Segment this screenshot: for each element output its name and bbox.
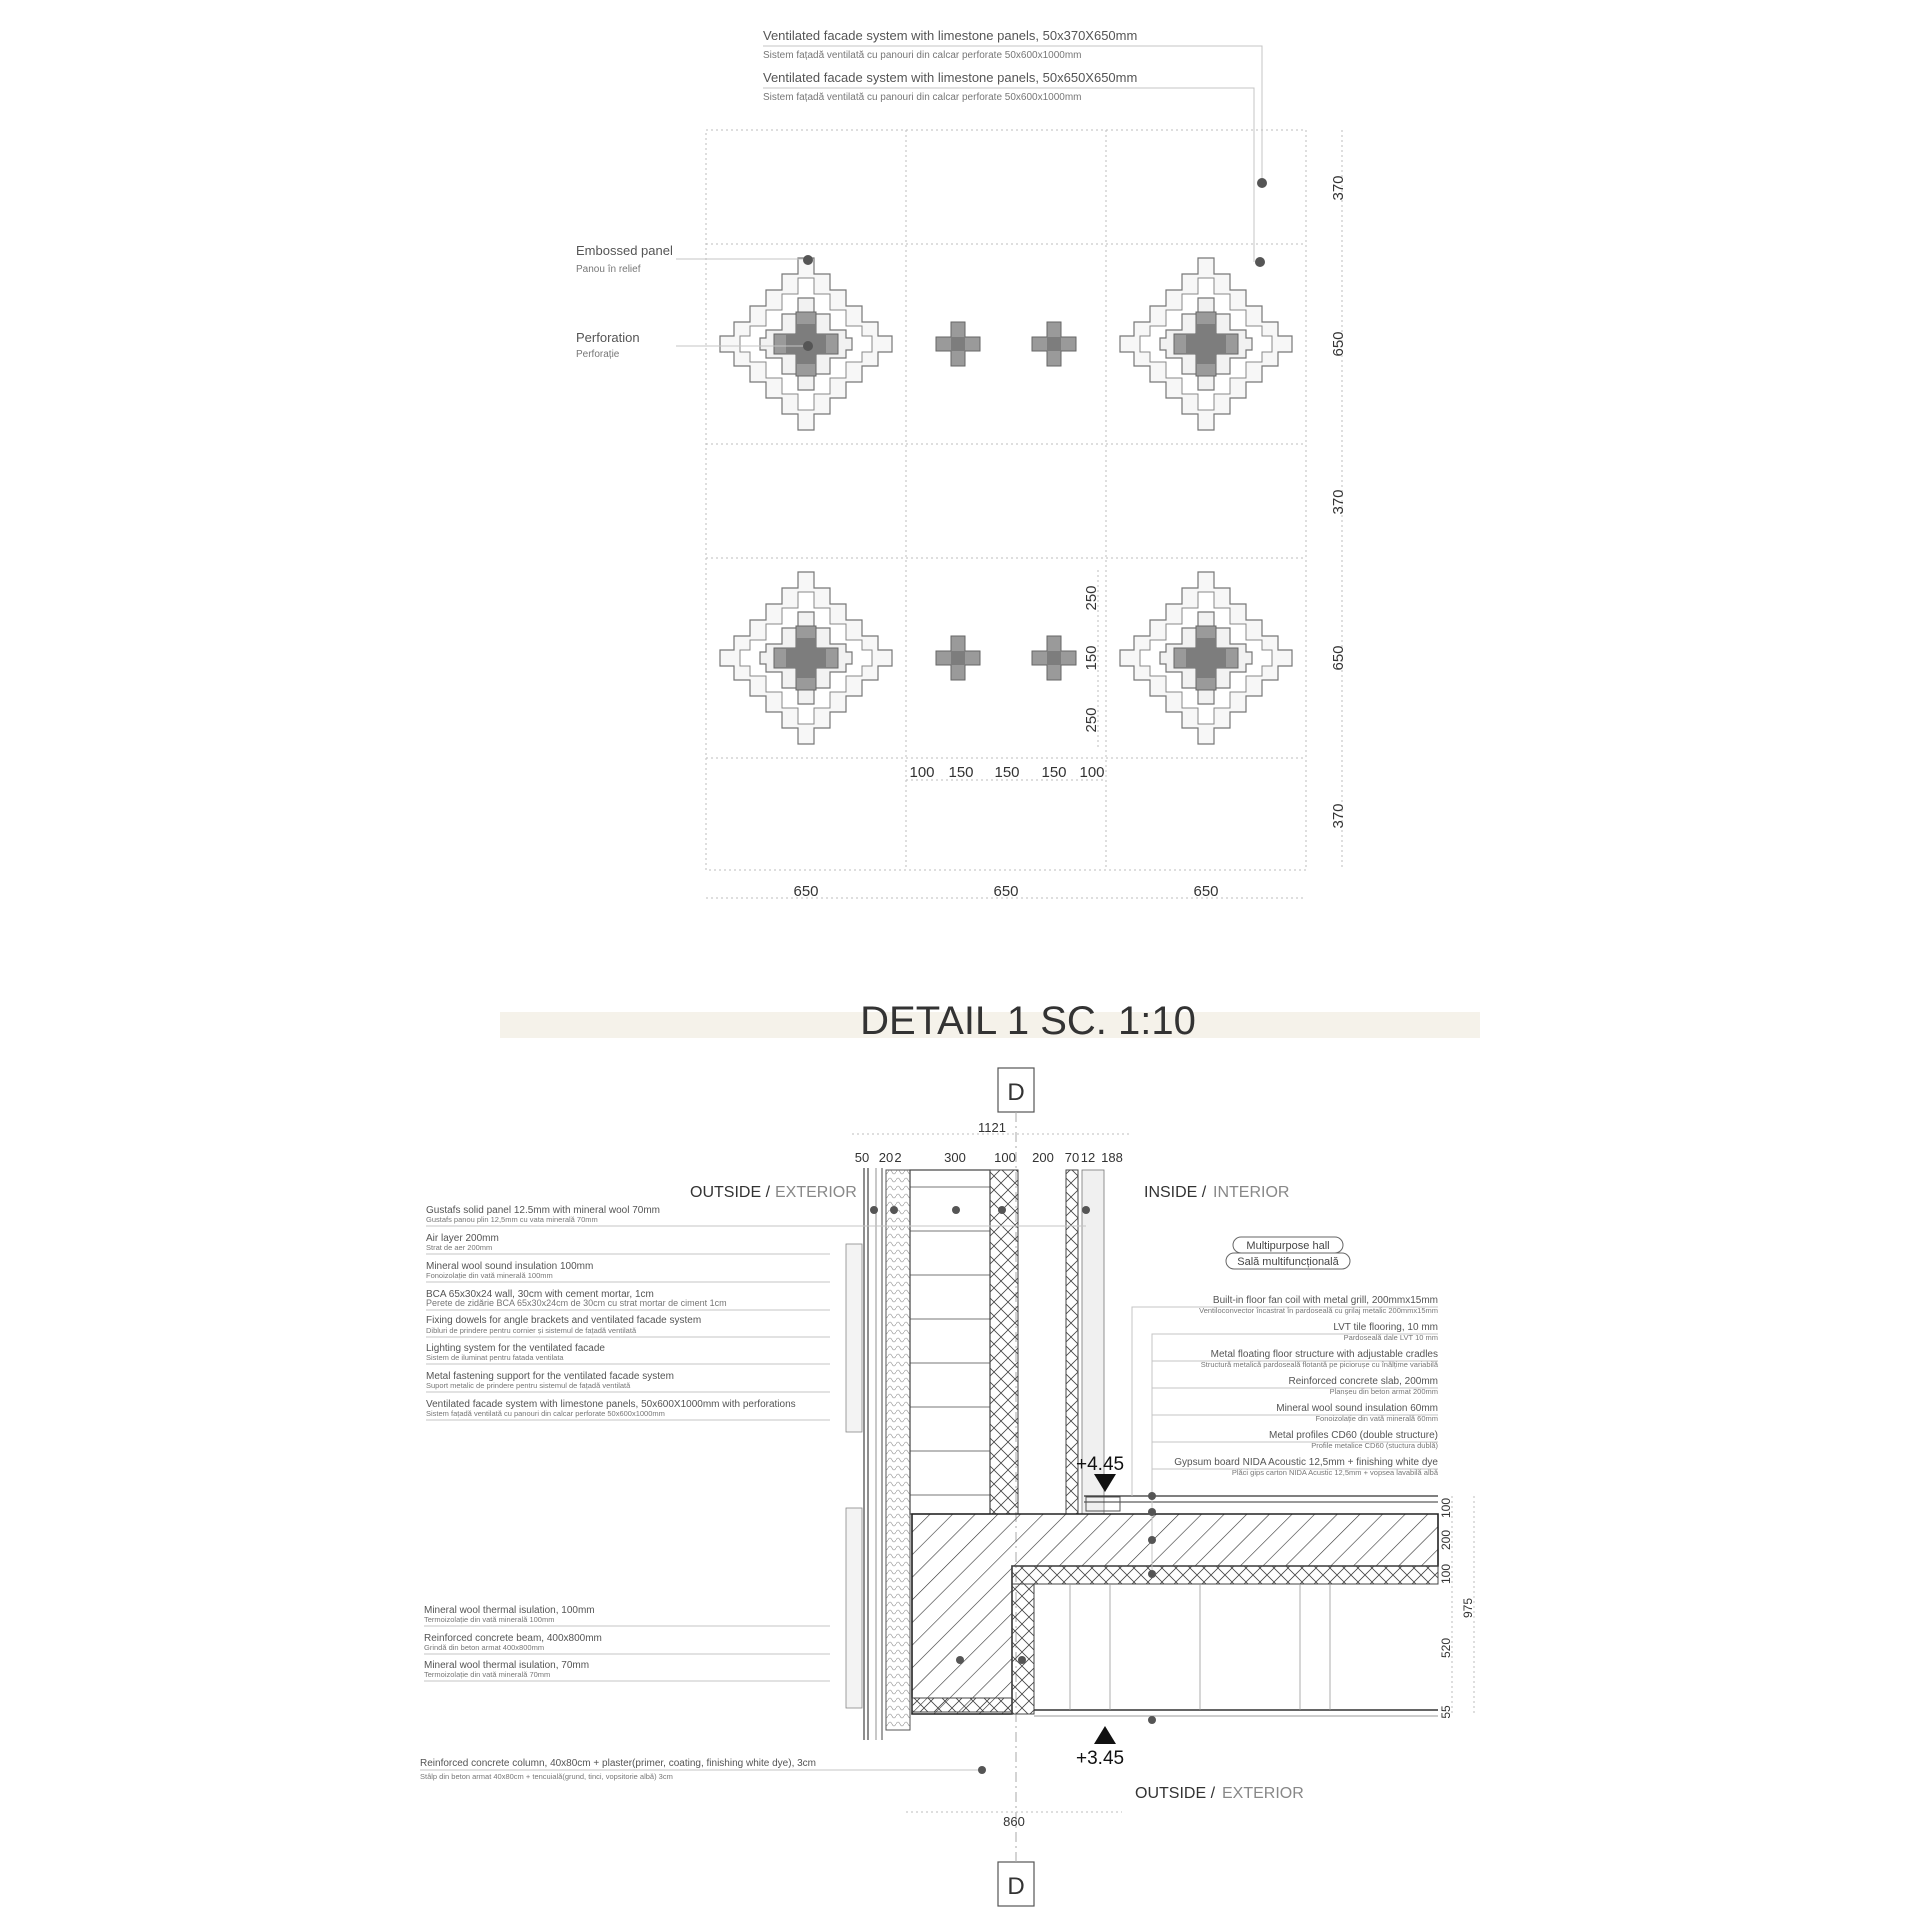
layer-dimensions bbox=[855, 1150, 1123, 1165]
layer-dim: 200 bbox=[1032, 1150, 1054, 1165]
perforation-cross bbox=[936, 636, 980, 680]
annotation-main: LVT tile flooring, 10 mm bbox=[1333, 1322, 1438, 1333]
annotation-main: Reinforced concrete beam, 400x800mm bbox=[424, 1633, 602, 1644]
cross-dim-v-1: 250 bbox=[1083, 585, 1100, 611]
bottom-dim: 860 bbox=[1003, 1814, 1025, 1829]
annotation-main: Lighting system for the ventilated facade bbox=[426, 1343, 605, 1354]
annotation-sub: Dibluri de prindere pentru cornier și sistemul de fațadă ventilată bbox=[426, 1326, 637, 1335]
bottom-dim-2: 650 bbox=[993, 883, 1019, 900]
interior-label: INTERIOR bbox=[1213, 1184, 1290, 1201]
beam-insulation bbox=[912, 1698, 1012, 1712]
mineral-wool-sound bbox=[990, 1170, 1018, 1514]
layer-dim: 300 bbox=[944, 1150, 966, 1165]
layer-dim: 2 bbox=[894, 1150, 902, 1165]
annotation-main: Mineral wool sound insulation 60mm bbox=[1276, 1403, 1438, 1414]
detail-title: DETAIL 1 SC. 1:10 bbox=[860, 999, 1196, 1043]
cross-dim-h-2: 150 bbox=[948, 764, 974, 781]
elevation-outline bbox=[706, 130, 1306, 870]
column-annotation: Reinforced concrete column, 40x80cm + plaster(primer, coating, finishing white dye), 3cm bbox=[420, 1758, 817, 1769]
annotation-sub: Termoizolație din vată minerală 100mm bbox=[424, 1615, 555, 1624]
annotation-main: Fixing dowels for angle brackets and ventilated facade system bbox=[426, 1315, 702, 1326]
embossed-panel bbox=[720, 572, 892, 744]
annotation-sub: Fonoizolație din vată minerală 60mm bbox=[1315, 1414, 1438, 1423]
annotation-main: Gypsum board NIDA Acoustic 12,5mm + finishing white dye bbox=[1174, 1457, 1438, 1468]
cross-dim-h-5: 100 bbox=[1079, 764, 1105, 781]
annotation-sub: Grindă din beton armat 400x800mm bbox=[424, 1643, 545, 1652]
annotation-sub: Fonoizolație din vată minerală 100mm bbox=[426, 1271, 553, 1280]
level-bottom: +3.45 bbox=[1076, 1748, 1125, 1769]
annotation-sub: Suport metalic de prindere pentru sistemul de fațadă ventilată bbox=[426, 1381, 631, 1390]
bottom-dim-3: 650 bbox=[1193, 883, 1219, 900]
right-dim: 55 bbox=[1439, 1705, 1453, 1719]
section-marker-top-label: D bbox=[1007, 1079, 1025, 1106]
right-dim: 100 bbox=[1439, 1563, 1453, 1585]
annotation-main: Ventilated facade system with limestone panels, 50x600X1000mm with perforations bbox=[426, 1399, 796, 1410]
perforation-label: Perforation bbox=[576, 330, 640, 345]
annotation-main: Built-in floor fan coil with metal grill, 200mmx15mm bbox=[1212, 1295, 1438, 1306]
annotation-main: Mineral wool sound insulation 100mm bbox=[426, 1261, 594, 1272]
outside-label-bottom: OUTSIDE / bbox=[1135, 1785, 1216, 1802]
slab-sound-insulation bbox=[1012, 1566, 1438, 1584]
perforation-cross bbox=[1032, 636, 1076, 680]
annotation-sub: Sistem de iluminat pentru fatada ventilata bbox=[426, 1353, 564, 1362]
annotation-sub: Strat de aer 200mm bbox=[426, 1243, 493, 1252]
outside-label: OUTSIDE / bbox=[690, 1184, 771, 1201]
bottom-dim-1: 650 bbox=[793, 883, 819, 900]
annotation-main: Reinforced concrete slab, 200mm bbox=[1288, 1376, 1438, 1387]
annotation-sub: Profile metalice CD60 (stuctura dublă) bbox=[1311, 1441, 1438, 1450]
mineral-wool-100 bbox=[886, 1170, 910, 1730]
top-label-1: Ventilated facade system with limestone panels, 50x370X650mm bbox=[763, 28, 1138, 43]
room-name-ro: Sală multifuncțională bbox=[1237, 1256, 1339, 1268]
right-dim-5: 370 bbox=[1330, 803, 1347, 829]
annotation-main: Mineral wool thermal isulation, 100mm bbox=[424, 1605, 595, 1616]
top-label-2-sub: Sistem fațadă ventilată cu panouri din calcar perforate 50x600x1000mm bbox=[763, 92, 1082, 103]
section-marker-bottom-label: D bbox=[1007, 1873, 1025, 1900]
annotation-sub: Perete de zidărie BCA 65x30x24cm de 30cm cu strat mortar de ciment 1cm bbox=[426, 1298, 727, 1308]
top-label-1-sub: Sistem fațadă ventilată cu panouri din calcar perforate 50x600x1000mm bbox=[763, 50, 1082, 61]
embossed-panel bbox=[1120, 258, 1292, 430]
annotation-sub: Structură metalică pardoseală flotantă pe piciorușe cu înălțime variabilă bbox=[1200, 1360, 1438, 1369]
annotation-main: Metal profiles CD60 (double structure) bbox=[1269, 1430, 1438, 1441]
concrete-beam-slab bbox=[912, 1514, 1438, 1714]
annotation-sub: Pardoseală dale LVT 10 mm bbox=[1343, 1333, 1438, 1342]
annotation-main: Gustafs solid panel 12.5mm with mineral wool 70mm bbox=[426, 1205, 660, 1216]
embossed-panel-label-sub: Panou în relief bbox=[576, 264, 641, 275]
facade-elevation bbox=[576, 28, 1347, 900]
right-annotations bbox=[1132, 1295, 1439, 1724]
level-marker-bottom bbox=[1094, 1726, 1116, 1744]
limestone-panel bbox=[846, 1508, 862, 1708]
perforation-cross bbox=[936, 322, 980, 366]
layer-dim: 70 bbox=[1064, 1150, 1080, 1165]
level-top: +4.45 bbox=[1076, 1454, 1125, 1475]
column-annotation-sub: Stâlp din beton armat 40x80cm + tencuială(grund, tinci, vopsitorie albă) 3cm bbox=[420, 1772, 673, 1781]
layer-dim: 20 bbox=[878, 1150, 894, 1165]
exterior-label: EXTERIOR bbox=[775, 1184, 857, 1201]
annotation-sub: Planșeu din beton armat 200mm bbox=[1329, 1387, 1438, 1396]
layer-dim: 12 bbox=[1080, 1150, 1096, 1165]
perforation-cross bbox=[1032, 322, 1076, 366]
perforation-label-sub: Perforație bbox=[576, 349, 620, 360]
cross-dim-h-3: 150 bbox=[994, 764, 1020, 781]
cross-dim-h-1: 100 bbox=[909, 764, 935, 781]
annotation-main: Metal fastening support for the ventilated facade system bbox=[426, 1371, 674, 1382]
cross-dim-v-2: 150 bbox=[1083, 645, 1100, 671]
exterior-label-bottom: EXTERIOR bbox=[1222, 1785, 1304, 1802]
right-dim-2: 650 bbox=[1330, 331, 1347, 357]
right-total-dim: 975 bbox=[1461, 1597, 1475, 1619]
layer-dim: 50 bbox=[854, 1150, 870, 1165]
annotation-sub: Ventiloconvector încastrat în pardoseală cu grilaj metalic 200mmx15mm bbox=[1199, 1306, 1438, 1315]
bca-wall bbox=[910, 1170, 990, 1514]
cross-dim-h-4: 150 bbox=[1041, 764, 1067, 781]
right-dim: 200 bbox=[1439, 1529, 1453, 1551]
beam-side-insulation bbox=[1012, 1584, 1034, 1714]
annotation-main: BCA 65x30x24 wall, 30cm with cement mortar, 1cm bbox=[426, 1289, 654, 1300]
embossed-panel-label: Embossed panel bbox=[576, 243, 673, 258]
right-dim-1: 370 bbox=[1330, 175, 1347, 201]
annotation-sub: Gustafs panou plin 12,5mm cu vata minerală 70mm bbox=[426, 1215, 598, 1224]
cross-dim-v-3: 250 bbox=[1083, 707, 1100, 733]
right-dim: 520 bbox=[1439, 1637, 1453, 1659]
section-detail bbox=[420, 999, 1480, 1906]
room-name: Multipurpose hall bbox=[1246, 1240, 1330, 1252]
right-dim-3: 370 bbox=[1330, 489, 1347, 515]
right-dim-4: 650 bbox=[1330, 645, 1347, 671]
annotation-sub: Sistem fațadă ventilată cu panouri din calcar perforate 50x600x1000mm bbox=[426, 1409, 665, 1418]
overall-dim: 1121 bbox=[978, 1120, 1006, 1135]
annotation-sub: Termoizolație din vată minerală 70mm bbox=[424, 1670, 551, 1679]
limestone-panel bbox=[846, 1244, 862, 1432]
annotation-main: Metal floating floor structure with adjustable cradles bbox=[1210, 1349, 1438, 1360]
annotation-main: Air layer 200mm bbox=[426, 1233, 499, 1244]
layer-dim: 188 bbox=[1101, 1150, 1123, 1165]
annotation-sub: Plăci gips carton NIDA Acustic 12,5mm + vopsea lavabilă albă bbox=[1231, 1468, 1438, 1477]
embossed-panel bbox=[1120, 572, 1292, 744]
right-dim: 100 bbox=[1439, 1497, 1453, 1519]
top-label-2: Ventilated facade system with limestone panels, 50x650X650mm bbox=[763, 70, 1138, 85]
annotation-main: Mineral wool thermal isulation, 70mm bbox=[424, 1660, 590, 1671]
inside-label: INSIDE / bbox=[1144, 1184, 1207, 1201]
layer-dim: 100 bbox=[994, 1150, 1016, 1165]
